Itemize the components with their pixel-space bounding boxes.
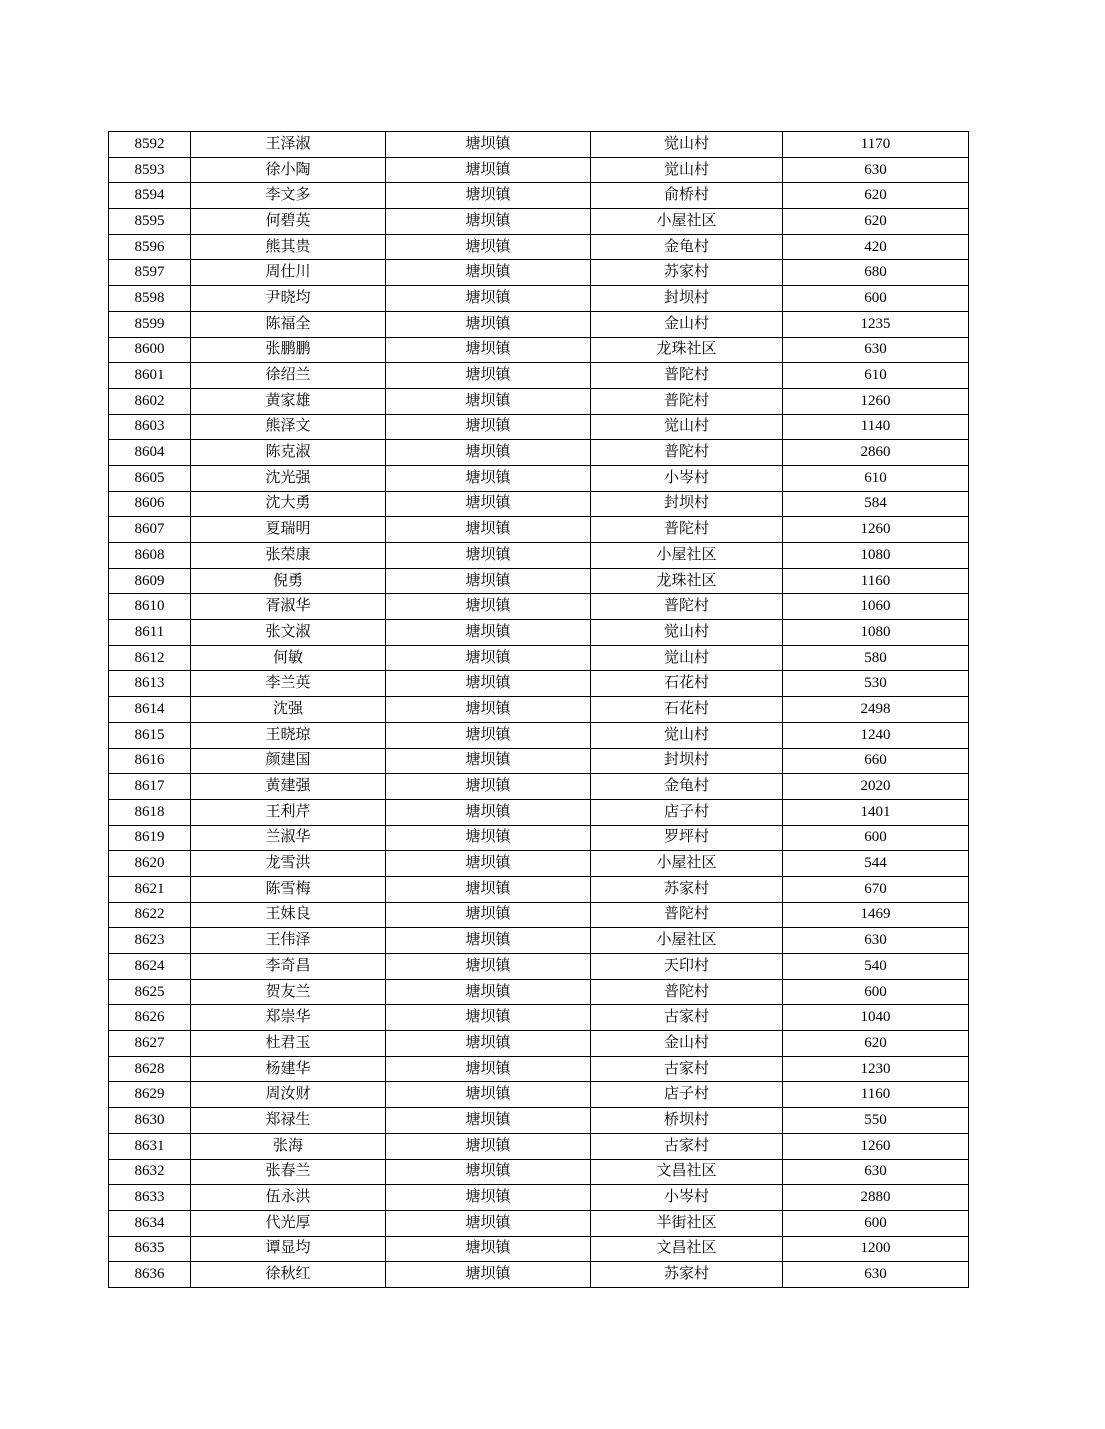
cell-amount: 550 [783,1108,969,1134]
cell-village: 封坝村 [591,286,783,312]
cell-name: 尹晓均 [191,286,386,312]
cell-amount: 530 [783,671,969,697]
cell-amount: 600 [783,286,969,312]
cell-village: 龙珠社区 [591,337,783,363]
table-row [109,132,969,158]
cell-village: 觉山村 [591,414,783,440]
cell-id: 8626 [109,1005,191,1031]
cell-name: 徐小陶 [191,157,386,183]
cell-town: 塘坝镇 [386,1262,591,1288]
cell-name: 徐绍兰 [191,363,386,389]
cell-id: 8629 [109,1082,191,1108]
cell-name: 沈强 [191,697,386,723]
cell-village: 觉山村 [591,645,783,671]
table-row [109,928,969,954]
cell-amount: 1140 [783,414,969,440]
cell-town: 塘坝镇 [386,337,591,363]
cell-id: 8635 [109,1236,191,1262]
cell-village: 罗坪村 [591,825,783,851]
cell-amount: 660 [783,748,969,774]
cell-id: 8615 [109,722,191,748]
cell-amount: 1040 [783,1005,969,1031]
table-row [109,1031,969,1057]
table-row [109,979,969,1005]
cell-amount: 1200 [783,1236,969,1262]
cell-town: 塘坝镇 [386,979,591,1005]
cell-village: 觉山村 [591,620,783,646]
cell-town: 塘坝镇 [386,1005,591,1031]
cell-village: 店子村 [591,799,783,825]
data-table [108,131,969,1288]
cell-name: 王晓琼 [191,722,386,748]
cell-amount: 630 [783,337,969,363]
table-row [109,1005,969,1031]
cell-id: 8624 [109,954,191,980]
cell-amount: 1260 [783,388,969,414]
cell-town: 塘坝镇 [386,363,591,389]
cell-village: 龙珠社区 [591,568,783,594]
cell-name: 黄建强 [191,774,386,800]
cell-id: 8607 [109,517,191,543]
cell-amount: 1230 [783,1056,969,1082]
table-row [109,1185,969,1211]
table-row [109,876,969,902]
cell-id: 8604 [109,440,191,466]
cell-village: 古家村 [591,1056,783,1082]
table-row [109,1236,969,1262]
cell-town: 塘坝镇 [386,491,591,517]
cell-village: 金龟村 [591,774,783,800]
cell-amount: 600 [783,979,969,1005]
cell-id: 8596 [109,234,191,260]
cell-id: 8612 [109,645,191,671]
cell-id: 8630 [109,1108,191,1134]
cell-name: 张荣康 [191,543,386,569]
cell-amount: 620 [783,209,969,235]
cell-town: 塘坝镇 [386,825,591,851]
cell-town: 塘坝镇 [386,1210,591,1236]
cell-town: 塘坝镇 [386,388,591,414]
cell-amount: 620 [783,1031,969,1057]
table-row [109,234,969,260]
cell-town: 塘坝镇 [386,286,591,312]
cell-amount: 600 [783,1210,969,1236]
cell-id: 8621 [109,876,191,902]
cell-name: 胥淑华 [191,594,386,620]
cell-village: 文昌社区 [591,1159,783,1185]
cell-amount: 580 [783,645,969,671]
cell-id: 8603 [109,414,191,440]
cell-id: 8617 [109,774,191,800]
cell-village: 普陀村 [591,902,783,928]
cell-town: 塘坝镇 [386,774,591,800]
table-row [109,671,969,697]
table-row [109,388,969,414]
cell-name: 李文多 [191,183,386,209]
cell-village: 觉山村 [591,722,783,748]
cell-town: 塘坝镇 [386,543,591,569]
cell-town: 塘坝镇 [386,568,591,594]
cell-id: 8601 [109,363,191,389]
cell-amount: 1060 [783,594,969,620]
cell-village: 桥坝村 [591,1108,783,1134]
cell-amount: 1080 [783,620,969,646]
cell-village: 小岑村 [591,465,783,491]
table-row [109,1056,969,1082]
cell-name: 沈大勇 [191,491,386,517]
table-row [109,337,969,363]
cell-id: 8610 [109,594,191,620]
table-row [109,799,969,825]
cell-amount: 1469 [783,902,969,928]
cell-id: 8614 [109,697,191,723]
cell-village: 封坝村 [591,748,783,774]
cell-amount: 540 [783,954,969,980]
cell-town: 塘坝镇 [386,645,591,671]
cell-id: 8628 [109,1056,191,1082]
cell-name: 黄家雄 [191,388,386,414]
cell-name: 熊其贵 [191,234,386,260]
table-row [109,286,969,312]
cell-amount: 544 [783,851,969,877]
table-row [109,697,969,723]
cell-id: 8606 [109,491,191,517]
cell-town: 塘坝镇 [386,1133,591,1159]
cell-id: 8611 [109,620,191,646]
cell-name: 杨建华 [191,1056,386,1082]
cell-village: 古家村 [591,1133,783,1159]
cell-town: 塘坝镇 [386,620,591,646]
cell-village: 觉山村 [591,157,783,183]
cell-id: 8600 [109,337,191,363]
cell-amount: 420 [783,234,969,260]
cell-id: 8592 [109,132,191,158]
cell-village: 小屋社区 [591,543,783,569]
cell-name: 李兰英 [191,671,386,697]
cell-amount: 2498 [783,697,969,723]
cell-amount: 1160 [783,568,969,594]
cell-village: 小屋社区 [591,851,783,877]
cell-amount: 1170 [783,132,969,158]
cell-name: 沈光强 [191,465,386,491]
cell-name: 陈雪梅 [191,876,386,902]
cell-name: 张文淑 [191,620,386,646]
cell-town: 塘坝镇 [386,722,591,748]
table-row [109,825,969,851]
table-row [109,774,969,800]
cell-amount: 630 [783,1262,969,1288]
cell-village: 半街社区 [591,1210,783,1236]
cell-amount: 1240 [783,722,969,748]
cell-name: 谭显均 [191,1236,386,1262]
cell-town: 塘坝镇 [386,311,591,337]
cell-name: 伍永洪 [191,1185,386,1211]
table-row [109,851,969,877]
cell-id: 8634 [109,1210,191,1236]
cell-town: 塘坝镇 [386,928,591,954]
cell-name: 何碧英 [191,209,386,235]
cell-village: 普陀村 [591,594,783,620]
cell-village: 金龟村 [591,234,783,260]
cell-amount: 1260 [783,1133,969,1159]
cell-name: 王泽淑 [191,132,386,158]
table-row [109,1133,969,1159]
cell-id: 8594 [109,183,191,209]
cell-town: 塘坝镇 [386,902,591,928]
cell-town: 塘坝镇 [386,671,591,697]
cell-name: 周仕川 [191,260,386,286]
table-row [109,748,969,774]
cell-village: 普陀村 [591,388,783,414]
cell-id: 8632 [109,1159,191,1185]
cell-amount: 1401 [783,799,969,825]
cell-amount: 630 [783,928,969,954]
cell-village: 苏家村 [591,260,783,286]
cell-name: 徐秋红 [191,1262,386,1288]
table-row [109,517,969,543]
cell-amount: 1260 [783,517,969,543]
cell-name: 周汝财 [191,1082,386,1108]
cell-id: 8625 [109,979,191,1005]
cell-town: 塘坝镇 [386,697,591,723]
table-row [109,645,969,671]
cell-name: 王伟泽 [191,928,386,954]
cell-name: 倪勇 [191,568,386,594]
cell-village: 金山村 [591,311,783,337]
cell-town: 塘坝镇 [386,132,591,158]
cell-id: 8623 [109,928,191,954]
cell-village: 俞桥村 [591,183,783,209]
cell-town: 塘坝镇 [386,1082,591,1108]
cell-amount: 600 [783,825,969,851]
cell-village: 石花村 [591,697,783,723]
cell-village: 文昌社区 [591,1236,783,1262]
table-row [109,157,969,183]
cell-town: 塘坝镇 [386,1159,591,1185]
cell-amount: 2880 [783,1185,969,1211]
cell-village: 普陀村 [591,979,783,1005]
cell-name: 张鹏鹏 [191,337,386,363]
cell-amount: 584 [783,491,969,517]
cell-amount: 2860 [783,440,969,466]
cell-id: 8598 [109,286,191,312]
table-row [109,568,969,594]
table-row [109,465,969,491]
table-body [109,132,969,1288]
cell-amount: 610 [783,363,969,389]
cell-name: 何敏 [191,645,386,671]
cell-id: 8619 [109,825,191,851]
cell-id: 8609 [109,568,191,594]
cell-id: 8633 [109,1185,191,1211]
table-row [109,543,969,569]
cell-name: 陈福全 [191,311,386,337]
cell-town: 塘坝镇 [386,1185,591,1211]
cell-village: 古家村 [591,1005,783,1031]
cell-name: 李奇昌 [191,954,386,980]
cell-amount: 620 [783,183,969,209]
table-row [109,594,969,620]
cell-id: 8622 [109,902,191,928]
table-row [109,1082,969,1108]
cell-id: 8616 [109,748,191,774]
cell-amount: 630 [783,1159,969,1185]
table-row [109,902,969,928]
cell-town: 塘坝镇 [386,209,591,235]
cell-town: 塘坝镇 [386,851,591,877]
cell-name: 王妹良 [191,902,386,928]
cell-town: 塘坝镇 [386,157,591,183]
cell-amount: 1160 [783,1082,969,1108]
cell-id: 8597 [109,260,191,286]
table-row [109,1108,969,1134]
cell-name: 王利芹 [191,799,386,825]
cell-name: 熊泽文 [191,414,386,440]
cell-amount: 1080 [783,543,969,569]
cell-town: 塘坝镇 [386,876,591,902]
cell-town: 塘坝镇 [386,465,591,491]
cell-town: 塘坝镇 [386,234,591,260]
cell-town: 塘坝镇 [386,517,591,543]
cell-town: 塘坝镇 [386,440,591,466]
cell-amount: 1235 [783,311,969,337]
table-row [109,722,969,748]
cell-name: 郑崇华 [191,1005,386,1031]
cell-village: 苏家村 [591,876,783,902]
table-row [109,1262,969,1288]
cell-town: 塘坝镇 [386,594,591,620]
cell-town: 塘坝镇 [386,799,591,825]
cell-id: 8593 [109,157,191,183]
cell-village: 封坝村 [591,491,783,517]
cell-id: 8602 [109,388,191,414]
cell-town: 塘坝镇 [386,183,591,209]
table-row [109,620,969,646]
cell-name: 陈克淑 [191,440,386,466]
cell-name: 张海 [191,1133,386,1159]
cell-name: 夏瑞明 [191,517,386,543]
cell-id: 8620 [109,851,191,877]
cell-name: 贺友兰 [191,979,386,1005]
cell-town: 塘坝镇 [386,1031,591,1057]
table-row [109,209,969,235]
cell-village: 普陀村 [591,440,783,466]
table-row [109,1210,969,1236]
cell-id: 8605 [109,465,191,491]
cell-id: 8636 [109,1262,191,1288]
cell-id: 8608 [109,543,191,569]
cell-name: 兰淑华 [191,825,386,851]
cell-village: 普陀村 [591,363,783,389]
cell-name: 杜君玉 [191,1031,386,1057]
table-row [109,954,969,980]
table-row [109,363,969,389]
cell-name: 郑禄生 [191,1108,386,1134]
cell-id: 8618 [109,799,191,825]
cell-name: 张春兰 [191,1159,386,1185]
cell-village: 小岑村 [591,1185,783,1211]
cell-town: 塘坝镇 [386,1236,591,1262]
table-row [109,311,969,337]
cell-town: 塘坝镇 [386,414,591,440]
cell-village: 觉山村 [591,132,783,158]
cell-amount: 610 [783,465,969,491]
cell-amount: 2020 [783,774,969,800]
cell-village: 店子村 [591,1082,783,1108]
table-row [109,414,969,440]
cell-village: 小屋社区 [591,928,783,954]
cell-village: 石花村 [591,671,783,697]
table-row [109,491,969,517]
cell-amount: 670 [783,876,969,902]
table-row [109,440,969,466]
cell-town: 塘坝镇 [386,260,591,286]
table-row [109,183,969,209]
cell-town: 塘坝镇 [386,1056,591,1082]
cell-town: 塘坝镇 [386,1108,591,1134]
cell-village: 小屋社区 [591,209,783,235]
table-row [109,260,969,286]
cell-name: 龙雪洪 [191,851,386,877]
cell-village: 苏家村 [591,1262,783,1288]
cell-id: 8599 [109,311,191,337]
cell-name: 代光厚 [191,1210,386,1236]
cell-town: 塘坝镇 [386,748,591,774]
cell-amount: 680 [783,260,969,286]
cell-village: 普陀村 [591,517,783,543]
cell-name: 颜建国 [191,748,386,774]
table-row [109,1159,969,1185]
cell-village: 金山村 [591,1031,783,1057]
cell-id: 8613 [109,671,191,697]
cell-town: 塘坝镇 [386,954,591,980]
cell-id: 8595 [109,209,191,235]
cell-village: 天印村 [591,954,783,980]
cell-amount: 630 [783,157,969,183]
cell-id: 8627 [109,1031,191,1057]
cell-id: 8631 [109,1133,191,1159]
